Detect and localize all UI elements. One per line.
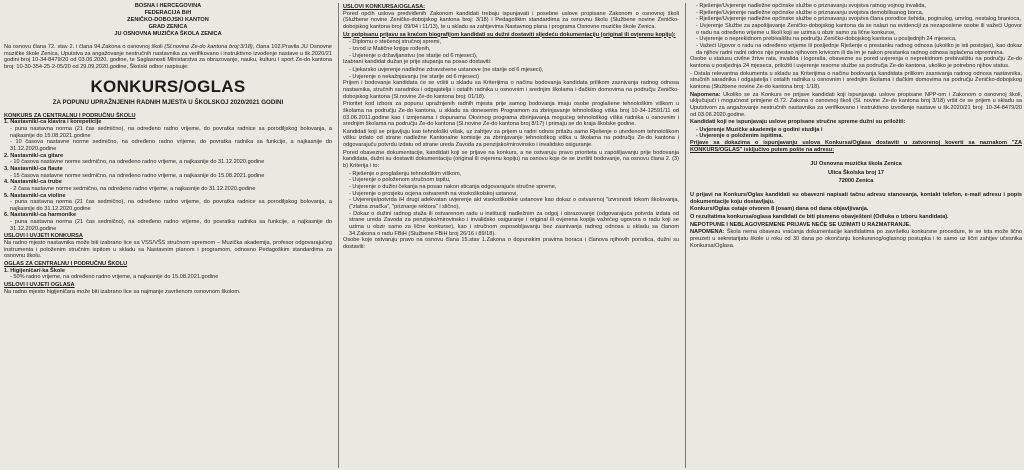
position-detail: - puna nastavna norma (21 čas sedmično), na određeno radno vrijeme, do povratka radnika sa funkcije, a najkasnije do 31.12.2020.godine	[10, 219, 332, 232]
intro-text-b: , člana 102.Pravila JU Osnovne muzičke škole Zenica, Uputstva za angažovanje nestručnih nastavnika za verifikovano i instruktivno izvođenje nastave u šk.2020/21 godini broj 10-34-8479/20 od 03.06.2020. godine, te Saglasnosti Ministarstva za obrazovanje, nauku, kulturu i sport Ze-do kantona broj: 10-30-354-25-2-05/20 od 29.09.2020.godine, Školski odbor raspisuje:	[4, 44, 332, 70]
position-title: 2. Nastavnik/-ca gitare	[4, 152, 64, 159]
position-detail: - puna nastavna norma (21 čas sedmično), na određeno radno vrijeme, do povratka radnice sa porodiljskog bolovanja, a najkasnije do 15.08.2021.godine	[10, 125, 332, 139]
column-middle	[338, 3, 679, 468]
document-item: - Uvjerenje/potvrda iH drugi adekvatan uvjerenje akt visokoškolske ustanove kao dokaz o ostvarenoj "izvrsnosti tokom školovanja, ("zlatna značka", "priznanje rektora" i slično),	[349, 197, 679, 211]
note-label: Napomena:	[690, 91, 721, 98]
paragraph: Kandidati koji se prijavljuju kao tehnološki višak, uz zahtjev za prijem u radni odnos prilažu samo Rješenje o utvrđenom tehnološkom višku izdato od strane nadležne Kantonalne komisije za zbrinjavanje tehnološkog viška u školama na području Ze-do kantona i odgovarajuću potvrdu izdatu od strane ureda Zavoda za penzijsko/mirovinsko i invalidsko osiguranje.	[343, 128, 679, 149]
address-line: 72000 Zenica	[838, 178, 874, 185]
document-item: - Rješenje/Uvjerenje nadležne općinske službe o priznavanju svojstva člana porodice šehida, poginulog, umrlog, nestalog branioca,	[696, 16, 1021, 23]
document-item: - Diplomu o stečenoj stručnoj spremi,	[349, 39, 442, 46]
intro-text-a: Na osnovu člana 72. stav 2. i člana 94.Zakona o osnovnoj školi	[4, 44, 165, 50]
note-text: Škola nema obavezu vraćanja dokumentacije kandidatima po završetku konkursne procedure, te se ista može lično preuzeti u sekretarijatu škole u roku od 30 dana po okončanju konkursnog/oglasnog postupka i to samo uz lični zahtjev učesnika Konkursa/Oglasa.	[690, 229, 1022, 249]
document-item: - Uvjerenje Službe za zapošljavanje Zeničko-dobojskog kantona da se nalazi na evidenciji za nezaposlene osobe ili važeći Ugovor o radu na određeno vrijeme u školi koji se uzima u obzir samo za lične konkurse,	[696, 22, 1022, 36]
submission-instructions: Prijave sa dokazima o ispunjavanju uslova Konkursa/Oglasa dostaviti u zatvorenoj koverti sa naznakom "ZA KONKURS/OGLAS" isključivo putem pošte na adresu:	[690, 140, 1022, 153]
address-line: JU Osnovna muzička škola Zenica	[810, 161, 902, 168]
position-detail: - 10 časova nastavne norme sedmično, na određeno radno vrijeme, do povratka radnika sa funkcije, a najkasnije do 31.12.2020.godine	[10, 139, 332, 152]
paragraph: Pored obavezne dokumentacije, kandidati koji se prijave na konkurs, a ne ostvaruju pravo prioriteta u zapošljavanju prije bodovanja kandidata, dužni su dostaviti dokumentaciju (original ili ovjerenu kopiju) na osnovu koje će se izvršiti bodovanje, na osnovu člana 2. (3) b) Kriterija i to:	[343, 149, 679, 170]
paragraph: Osobe koje ostvaruju pravo na osnovu člana 15.stav 1.Zakona o dopunskim pravima boraca i članova njihovih porodica, dužni su dostaviti:	[343, 237, 679, 250]
section-heading: USLOVI I UVJETI KONKURSA	[4, 233, 83, 240]
section-heading: USLOVI KONKURSA/OGLASA:	[343, 4, 426, 10]
header-line: BOSNA I HERCEGOVINA	[134, 3, 202, 9]
note-label: NAPOMENA:	[690, 229, 725, 236]
paragraph-bold: U prijavi na Konkurs/Oglas kandidati su obavezni napisati tačnu adresu stanovanja, kontakt telefon, e-mail adresu i popis dokumentacije koju dostavljaju.	[690, 191, 1022, 205]
paragraph-bold: NEPOTPUNE I NEBLAGOVREMENE PRIJAVE NEĆE SE UZIMATI U RAZMATRANJE.	[690, 221, 911, 228]
note-paragraph	[690, 92, 1022, 119]
announcement-title: KONKURS/OGLAS	[90, 76, 246, 96]
document-item: - Ljekarsko uvjerenje nadležne zdravstvene ustanove (ne starije od 6 mjeseci),	[349, 66, 544, 73]
position-detail: - 2 časa nastavne norme sedmično, na određeno radno vrijeme, a najkasnije do 31.12.2020.godine	[10, 185, 256, 192]
paragraph: Prioritet kod izbora za popunu upražnjenih radnih mjesta prije samog bodovanja imaju osobe proglašene tehnološkim viškom u školama na području Ze-do kantona, u skladu sa donesenim Programom za zbrinjavanje tehnološkog viška broj 10-34-12591/11 od 03.06.2011.godine kao i izmjenama i dopunama Okvirnog programa zbrinjavanja mogućeg tehnološkog viška radnika u osnovnim i srednjim školama na području Ze-do kantona (Sl.novine Ze-do kantona broj 8/17) i primaju se do kraja školske godine.	[343, 101, 679, 128]
position-list	[4, 119, 332, 232]
document-item: - Izvod iz Matične knjige rođenih,	[349, 45, 431, 52]
document-item: - Uvjerenje o prosjeku ocjena ostvarenih na visokoškolskoj ustanovi,	[349, 190, 518, 197]
intro-citation: (Sl.novine Ze-do kantona broj:3/18)	[164, 44, 253, 50]
paragraph-bold: Konkurs/Oglas ostaje otvoren 8 (osam) dana od dana objavljivanja.	[690, 206, 869, 213]
header-line: GRAD ZENICA	[148, 24, 188, 30]
header-line: FEDERACIJA BiH	[144, 10, 192, 16]
section-heading: KONKURS ZA CENTRALNU I PODRUČNU ŠKOLU	[4, 112, 136, 119]
address-line: Ulica Školska broj 17	[828, 169, 884, 176]
paragraph-bold: O rezultatima konkursa/oglasa kandidati će biti pismeno obavješteni (Odluka o izboru kandidata).	[690, 213, 949, 220]
document-item: - Uvjerenje o dužini čekanja na posao nakon sticanja odgovarajuće stručne spreme,	[349, 184, 557, 191]
section-text: Na radno mjesto nastavnika može biti izabrano lice sa VSS/VŠS stručnom spremom – Muzička akademija, profesor odgovarajućeg instrumenta i položenim stručnim ispitom u skladu sa Nastavnim planom i programom, odnosno Pedagoškim standardima za osnovnu školu.	[4, 240, 332, 260]
document-item: - Rješenje o proglašenju tehnološkim viškom,	[349, 170, 462, 177]
paragraph: - Ostala relevantna dokumenta u skladu sa Kriterijima o načinu bodovanja kandidata prilikom zasnivanja radnog odnosa nastavnika, stručnih saradnika i odgajatelja i ostalih radnika u osnovnim i srednjim školama i đačkim domovima na području Zeničko-dobojskog kantona (Službene novine Ze-do kantona broj: 1/18).	[690, 70, 1022, 90]
document-item: - Rješenje/Uvjerenje nadležne općinske službe o priznavanju svojstva ratnog vojnog invalida,	[696, 3, 927, 9]
column-right	[685, 3, 1022, 468]
position-title: 1. Nastavnik/-ca klavira i korepeticije	[4, 119, 102, 126]
note-text: Ukoliko se za Konkurs ne prijave kandidati koji ispunjavaju uslove propisane NPP-om i Zakonom o osnovnoj školi, uključujući i mogućnost primjene čl.72. Zakona o osnovnoj školi (Sl. novine Ze-do kantona broj 3/18) vršit će se prijem u skladu sa Uputstvom za angažovanje nestručnih nastavnika za verifikovano i instruktivno izvođenje nastave u šk.2020/21 broj: 10-34-8479/20 od 03.06.2020.godine.	[690, 91, 1022, 118]
institution-header	[4, 3, 332, 38]
column-left	[4, 3, 332, 468]
intro-paragraph	[4, 44, 332, 71]
position-title: 3. Nastavnik/-ca flaute	[4, 165, 63, 172]
announcement-subtitle: ZA POPUNU UPRAŽNJENIH RADNIH MJESTA U ŠKOLSKOJ 2020/2021 GODINI	[52, 98, 284, 106]
position-detail: - 50% radno vrijeme, na određeno radno vrijeme, a najkasnije do 15.08.2021.godine	[10, 274, 219, 281]
document-item: - Uvjerenje Muzičke akademije o godini studija i	[696, 126, 823, 133]
section-heading: USLOVI I UVJETI OGLASA	[4, 282, 75, 289]
mailing-address	[690, 160, 1022, 186]
position-title: 6. Nastavnik/-ca harmonike	[4, 212, 77, 219]
position-detail: - puna nastavna norma (21 čas sedmično), na određeno radno vrijeme, do povratka radnice sa porodiljskog bolovanja, a najkasnije do 31.12.2020.godine	[10, 199, 332, 212]
position-title: 4. Nastavnik/-ca trube	[4, 179, 62, 186]
paragraph: Izabrani kandidat dužan je prije stupanja na posao dostaviti:	[343, 59, 492, 66]
header-line: JU OSNOVNA MUZIČKA ŠKOLA ZENICA	[114, 31, 222, 37]
document-item: - Uvjerenje o položenom stručnom ispitu,	[349, 177, 451, 184]
paragraph: Pored općih uslova predviđenih Zakonom kandidati trebaju ispunjavati i posebne uslove propisane Zakonom o osnovnoj školi (Službene novine Zeničko-dobojskog kantona broj: 3/18) i Pedagoškim standardima za osnovnu školu (Službene novine Zeničko-dobojskog kantona broj: 09/04 i 11/13), te u skladu sa zahtjevima Nastavnog plana i programa Osnovne muzičke škole Zenica.	[343, 10, 679, 30]
position-detail: - 10 časova nastavne norme sedmično, na određeno radno vrijeme, a najkasnije do 31.12.2020.godine	[10, 159, 265, 166]
document-item: - Uvjerenje o državljanstvu (ne starije od 6 mjeseci),	[349, 52, 478, 59]
paragraph-emphasis: Uz potpisanu prijavu sa kraćom biografijom kandidati su dužni dostaviti sljedeću dokumentaciju (original ili ovjerenu kopiju):	[343, 31, 676, 38]
position-title: 5. Nastavnik/-ca violine	[4, 192, 66, 199]
paragraph-bold: Kandidati koji ne ispunjavaju uslove propisane stručne spreme dužni su priložiti:	[690, 119, 906, 126]
document-item: - Uvjerenje o neprekidnom prebivalištu na području Zeničko-dobojskog kantona u posljednjih 24 mjeseca,	[696, 36, 957, 43]
section-heading: OGLAS ZA CENTRALNU I PODRUČNU ŠKOLU	[4, 261, 128, 268]
document-item: - Važeći Ugovor o radu na određeno vrijeme ili posljednje Rješenje o prestanku radnog odnosa (ukoliko je isti postojao), kao dokaz da njihov radni radni odnos nije prestao njihovom krivicom ili da im je nakon prestanka radnog odnosa isplaćena otpremnina.	[696, 42, 1022, 56]
section-text: Na radno mjesto higijeničara može biti izabrano lice sa najmanje završenom osnovnom školom.	[4, 288, 241, 295]
position-title: 1. Higijeničar/-ka Škole	[4, 267, 65, 274]
position-detail: - 15 časova nastavne norme sedmično, na određeno radno vrijeme, a najkasnije do 15.08.2021.godine	[10, 172, 265, 179]
document-item: - Dokaz o dužini radnog staža ili ostvarenom radu u instituciji nadležnim za odgoj i obrazovanje (odgovarajuća potvrda izdata od strane ureda Zavoda za penzijsko/mirovinsko i invalidsko osiguranje i original ili ovjerena kopija važećeg ugovora o radu koji se uzima u obzir samo za lične konkurse), kao i stručnom osposobljavanju bez zasnivanja radnog odnosa u skladu sa članom 34.Zakona o radu FBiH (Službene FBiH broj 26/16 i 89/18).	[349, 210, 679, 237]
note-paragraph	[690, 229, 1022, 249]
paragraph: Osobe u statusu civilne žrtve rata, invalida i logoraša, obavezne su pored uvjerenja o neprekidnom prebivalištu na području Ze-do kantona u posljednja 24 mjeseca, priložiti i uvjerenje resorne službe sa područja Ze-do kantona, ukoliko je potrebno njihov status.	[690, 56, 1022, 69]
header-line: ZENIČKO-DOBOJSKI KANTON	[127, 17, 209, 23]
document-item: - Rješenje/Uvjerenje nadležne općinske službe o priznavanju svojstva demobilisanog borca,	[696, 9, 924, 16]
document-item: - Uvjerenje o nekažnjavanju (ne starije od 6 mjeseci)	[349, 73, 479, 80]
paragraph: Prijem i bodovanje kandidata će se vršiti u skladu sa Kriterijima o načinu bodovanja kandidata prilikom zasnivanja radnog odnosa nastavnika, stručnih saradnika i odgajatelja i ostalih radnika u osnovnim i srednjim školama i đačkim domovima na području Zeničko-dobojskog kantona (Sl.novine Ze-do kantona broj: 01/18).	[343, 80, 679, 100]
document-item: - Uvjerenje o položenim ispitima.	[696, 133, 784, 140]
